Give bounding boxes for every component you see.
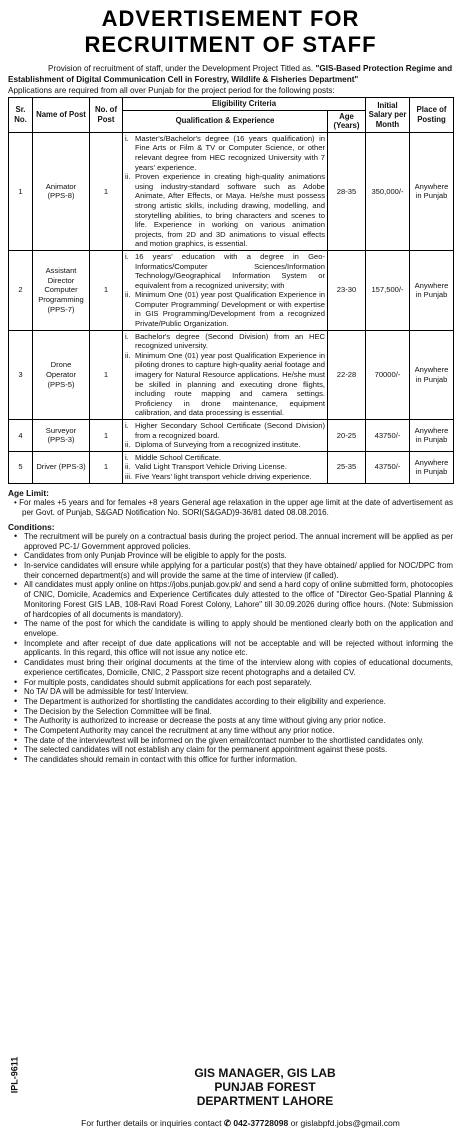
- posts-table: [8, 97, 454, 484]
- cell-qualification: [123, 420, 328, 452]
- qualification-number: ii.: [125, 440, 131, 450]
- qualification-number: i.: [125, 452, 129, 462]
- posts-table-body: [9, 132, 454, 483]
- qualification-text: Higher Secondary School Certificate (Second Division) from a recognized board.: [135, 421, 325, 440]
- intro-tail: Applications are required from all over Punjab for the project period for the following posts:: [8, 86, 335, 95]
- table-row: [9, 330, 454, 419]
- qualification-item: [125, 462, 325, 472]
- condition-item: • The name of the post for which the candidate is willing to apply should be mentioned clearly both on the application and envelope.: [24, 619, 453, 638]
- qualification-number: ii.: [125, 172, 131, 182]
- header-age: Age (Years): [328, 110, 366, 132]
- cell-num: 1: [90, 451, 123, 483]
- age-limit-title: Age Limit:: [8, 487, 49, 498]
- signature-line-3: DEPARTMENT LAHORE: [196, 1094, 334, 1108]
- condition-item: • Candidates from only Punjab Province will be eligible to apply for the posts.: [24, 551, 453, 561]
- cell-age: 20-25: [328, 420, 366, 452]
- signature-line-1: GIS MANAGER, GIS LAB: [194, 1066, 336, 1080]
- header-place: Place of Posting: [410, 98, 454, 133]
- qualification-text: Diploma of Surveying from a recognized institute.: [135, 440, 301, 450]
- header-sr: Sr. No.: [9, 98, 33, 133]
- cell-place: Anywhere in Punjab: [410, 250, 454, 330]
- condition-item: • The selected candidates will not establish any claim for the permanent appointment against these posts.: [24, 745, 453, 755]
- condition-item: • The Competent Authority may cancel the recruitment at any time without any prior notice.: [24, 726, 453, 736]
- qualification-number: ii.: [125, 290, 131, 300]
- condition-item: • The Department is authorized for shortlisting the candidates according to their eligibility and experience.: [24, 697, 453, 707]
- qualification-item: [125, 440, 325, 450]
- condition-item: • The Decision by the Selection Committee will be final.: [24, 707, 453, 717]
- qualification-item: [125, 332, 325, 351]
- phone-icon: ✆: [223, 1118, 231, 1128]
- cell-salary: 157,500/-: [366, 250, 410, 330]
- cell-num: 1: [90, 420, 123, 452]
- cell-post-name: Assistant Director Computer Programming (PPS-7): [33, 250, 90, 330]
- qualification-text: Minimum One (01) year post Qualification Experience in Computer Programming/ Development or with expertise in GIS Programming/Development from a recognized Private/Public Organization.: [135, 290, 325, 329]
- qualification-text: Master's/Bachelor's degree (16 years qualification) in Fine Arts or Film & TV or Computer Science, or other relevant degree from HEC recognized University with 7 years' experience.: [135, 133, 325, 172]
- cell-qualification: [123, 132, 328, 250]
- cell-age: 25-35: [328, 451, 366, 483]
- qualification-text: 16 years' education with a degree in Geo-Informatics/Computer Sciences/Information Technology/Geographical Information System or equivalent from a recognized university; with: [135, 251, 325, 290]
- intro-paragraph: [8, 63, 453, 96]
- cell-post-name: Surveyor (PPS-3): [33, 420, 90, 452]
- cell-age: 28-35: [328, 132, 366, 250]
- conditions-title: Conditions:: [8, 521, 55, 532]
- advertisement-title: [8, 0, 453, 58]
- cell-salary: 43750/-: [366, 420, 410, 452]
- cell-num: 1: [90, 330, 123, 419]
- qualification-text: Proven experience in creating high-quality animations using industry-standard software such as Adobe Animate, After Effects, or Maya. He/she must possess strong artistic skills, including drawing, modelling, and storytelling abilities, to bring characters and scenes to life. Experience in working on various animation projects, from 2D and 3D animations to visual effects and motion graphics, is essential.: [135, 172, 325, 249]
- cell-sr: 3: [9, 330, 33, 419]
- cell-place: Anywhere in Punjab: [410, 420, 454, 452]
- qualification-item: [125, 172, 325, 249]
- project-title: "GIS-Based Protection Regime and Establishment of Digital Communication Cell in Forestry, Wildlife & Fisheries Department": [8, 64, 453, 84]
- cell-post-name: Animator (PPS-8): [33, 132, 90, 250]
- qualification-number: i.: [125, 133, 129, 143]
- header-qual: Qualification & Experience: [123, 110, 328, 132]
- cell-salary: 350,000/-: [366, 132, 410, 250]
- qualification-text: Valid Light Transport Vehicle Driving License.: [135, 462, 287, 472]
- qualification-number: i.: [125, 421, 129, 430]
- cell-place: Anywhere in Punjab: [410, 132, 454, 250]
- cell-qualification: [123, 330, 328, 419]
- cell-sr: 4: [9, 420, 33, 452]
- ipl-code: IPL-9611: [9, 1056, 20, 1094]
- table-row: [9, 250, 454, 330]
- qualification-text: Five Years' light transport vehicle driving experience.: [135, 471, 312, 481]
- header-name: Name of Post: [33, 98, 90, 133]
- footer-email[interactable]: gislabpfd.jobs@gmail.com: [300, 1118, 400, 1128]
- condition-item: • The recruitment will be purely on a contractual basis during the project period. The annual increment will be applied as per approved PC-1/ Government approved policies.: [24, 532, 453, 551]
- footer-phone[interactable]: 042-37728098: [233, 1118, 289, 1128]
- condition-item: • No TA/ DA will be admissible for test/ Interview.: [24, 687, 453, 697]
- conditions-list: [8, 532, 453, 765]
- cell-sr: 5: [9, 451, 33, 483]
- header-eligibility: Eligibility Criteria: [123, 98, 366, 111]
- title-line-1: ADVERTISEMENT FOR: [101, 6, 360, 31]
- qualification-text: Middle School Certificate.: [135, 452, 222, 462]
- footer-or: or: [290, 1118, 299, 1128]
- intro-lead: Provision of recruitment of staff, under the Development Project Titled as.: [48, 64, 314, 73]
- qualification-item: [125, 290, 325, 328]
- condition-item: • The Authority is authorized to increase or decrease the posts at any time without giving any prior notice.: [24, 716, 453, 726]
- cell-num: 1: [90, 132, 123, 250]
- cell-place: Anywhere in Punjab: [410, 330, 454, 419]
- cell-age: 23-30: [328, 250, 366, 330]
- qualification-number: ii.: [125, 462, 131, 472]
- cell-qualification: [123, 451, 328, 483]
- table-row: [9, 451, 454, 483]
- table-row: [9, 420, 454, 452]
- header-num: No. of Post: [90, 98, 123, 133]
- condition-item: • In-service candidates will ensure while applying for a particular post(s) that they have obtained/ applied for NOC/DPC from their concerned department(s) and will provide the same at the time of interview (if called).: [24, 561, 453, 580]
- qualification-item: [125, 472, 325, 482]
- cell-salary: 70000/-: [366, 330, 410, 419]
- condition-item: • All candidates must apply online on https://jobs.punjab.gov.pk/ and send a hard copy of online submitted form, photocopies of CNIC, Domicile, Academics and Experience Certificates duly attested to the office of "Director Geo-Spatial Planning & Monitoring Forest GIS LAB, 108-Ravi Road Forest Colony, Lahore" till 30.09.2026 during office hours. (Note: Submission of hardcopies of all documents is mandatory).: [24, 580, 453, 619]
- signature-block: [150, 1066, 380, 1108]
- cell-sr: 2: [9, 250, 33, 330]
- condition-item: • The date of the interview/test will be informed on the given email/contact number to the shortlisted candidates only.: [24, 736, 453, 746]
- qualification-number: i.: [125, 331, 129, 341]
- age-limit-text: • For males +5 years and for females +8 years General age relaxation in the upper age limit at the date of advertisement as per Govt. of Punjab, S&GAD Notification No. SORI(S&GAD)9-36/81 dated 08.08.2016.: [14, 497, 454, 517]
- cell-salary: 43750/-: [366, 451, 410, 483]
- cell-age: 22-28: [328, 330, 366, 419]
- cell-post-name: Driver (PPS-3): [33, 451, 90, 483]
- cell-num: 1: [90, 250, 123, 330]
- qualification-item: [125, 134, 325, 172]
- title-line-2: RECRUITMENT OF STAFF: [84, 32, 377, 57]
- signature-line-2: PUNJAB FOREST: [214, 1080, 316, 1094]
- qualification-item: [125, 453, 325, 463]
- qualification-number: ii.: [125, 350, 131, 360]
- cell-post-name: Drone Operator (PPS-5): [33, 330, 90, 419]
- condition-item: • For multiple posts, candidates should submit applications for each post separately.: [24, 678, 453, 688]
- footer-label: For further details or inquiries contact: [81, 1118, 222, 1128]
- cell-sr: 1: [9, 132, 33, 250]
- table-row: [9, 132, 454, 250]
- qualification-text: Bachelor's degree (Second Division) from an HEC recognized university.: [135, 331, 325, 351]
- cell-qualification: [123, 250, 328, 330]
- condition-item: • Incomplete and after receipt of due date applications will not be acceptable and will be rejected without informing the applicants. In this regard, this office will not issue any notice etc.: [24, 639, 453, 658]
- condition-item: • The candidates should remain in contact with this office for further information.: [24, 755, 453, 765]
- condition-item: • Candidates must bring their original documents at the time of the interview along with copies of educational documents, experience certificates, Domicile, CNIC, 2 Passport size recent photographs and a detailed CV.: [24, 658, 453, 677]
- qualification-item: [125, 421, 325, 440]
- qualification-number: iii.: [125, 471, 133, 481]
- qualification-number: i.: [125, 251, 129, 261]
- contact-footer: [28, 1118, 453, 1129]
- qualification-item: [125, 351, 325, 418]
- header-salary: Initial Salary per Month: [366, 98, 410, 133]
- qualification-text: Minimum One (01) year post Qualification Experience in piloting drones to capture high-quality aerial footage and imagery for Natural Resource applications. He/she must be skilled in planning and executing drone flights, including route mapping and camera settings. Proficiency in drone maintenance, equipment calibration, and data processing is essential.: [135, 350, 325, 418]
- cell-place: Anywhere in Punjab: [410, 451, 454, 483]
- qualification-item: [125, 252, 325, 290]
